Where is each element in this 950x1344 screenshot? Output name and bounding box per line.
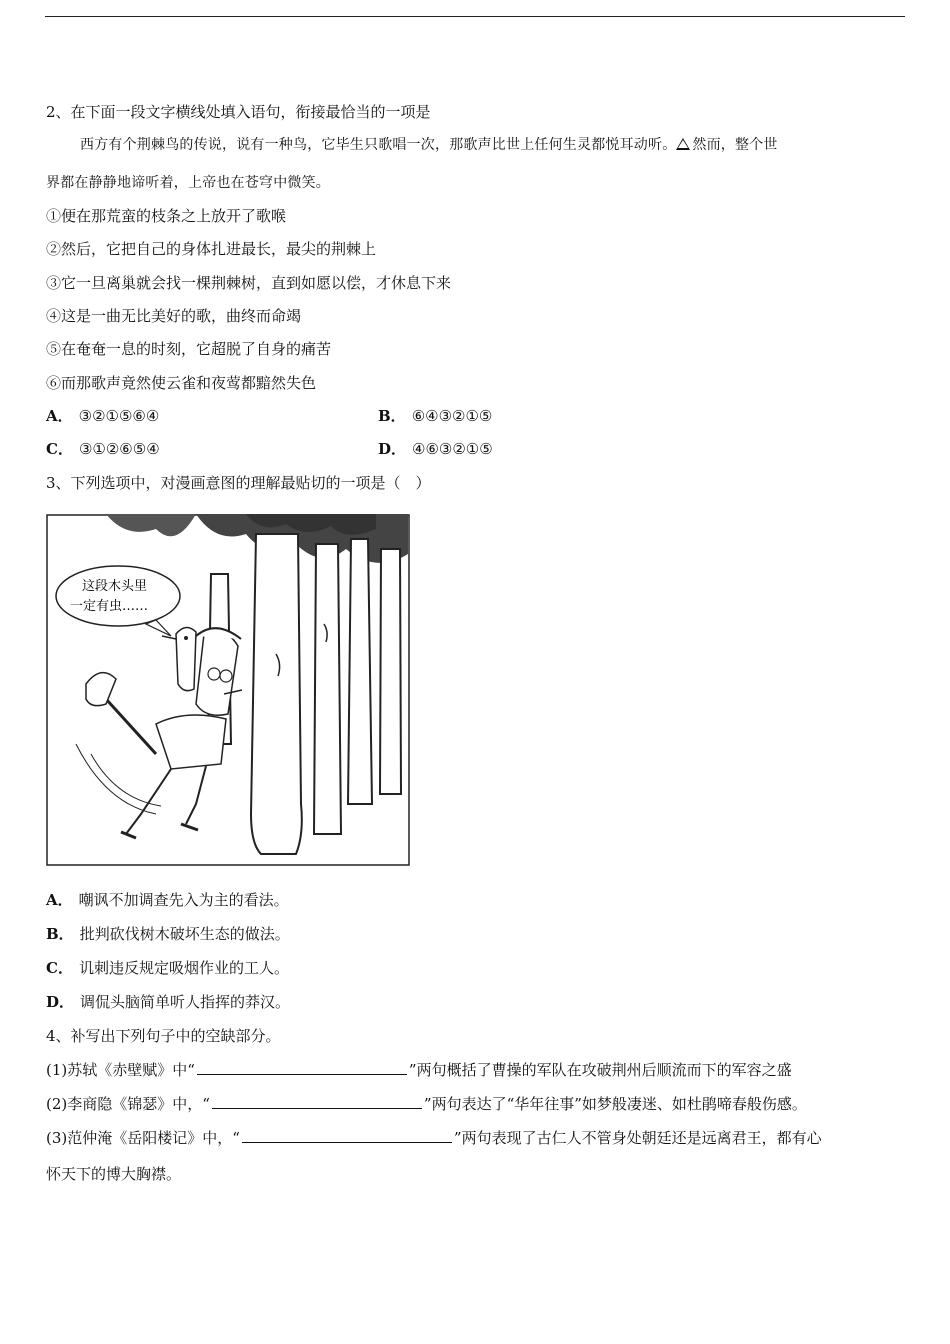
fill-blank[interactable] bbox=[197, 1059, 407, 1075]
option-text: 讥刺违反规定吸烟作业的工人。 bbox=[78, 959, 289, 977]
q4-item-suffix: ”两句概括了曹操的军队在攻破荆州后顺流而下的军容之盛 bbox=[408, 1061, 792, 1079]
q2-option-a[interactable] bbox=[46, 405, 159, 427]
option-label: C． bbox=[46, 959, 73, 977]
q3-option-b[interactable] bbox=[46, 923, 290, 945]
q3-option-c[interactable] bbox=[46, 957, 289, 979]
option-text: 批判砍伐树木破坏生态的做法。 bbox=[79, 925, 290, 943]
q4-stem: 4、补写出下列句子中的空缺部分。 bbox=[46, 1027, 281, 1045]
fill-blank[interactable] bbox=[212, 1093, 422, 1109]
option-label: B． bbox=[46, 925, 74, 943]
q4-item-3-continuation: 怀天下的博大胸襟。 bbox=[46, 1165, 182, 1183]
option-label: D． bbox=[46, 993, 75, 1011]
q2-option-b[interactable] bbox=[378, 405, 492, 427]
q4-item-suffix: ”两句表现了古仁人不管身处朝廷还是远离君王，都有心 bbox=[453, 1129, 822, 1147]
q2-sentence: ②然后，它把自己的身体扎进最长，最尖的荆棘上 bbox=[46, 240, 377, 258]
q4-item-1 bbox=[46, 1059, 792, 1081]
q4-item-prefix: (3)范仲淹《岳阳楼记》中，“ bbox=[46, 1129, 240, 1147]
fill-blank[interactable] bbox=[242, 1127, 452, 1143]
q2-sentence: ①便在那荒蛮的枝条之上放开了歌喉 bbox=[46, 207, 287, 225]
q2-passage-part-a: 西方有个荆棘鸟的传说，说有一种鸟，它毕生只歌唱一次，那歌声比世上任何生灵都悦耳动听。 bbox=[80, 137, 677, 153]
option-label: B． bbox=[378, 407, 406, 425]
option-text: 调侃头脑简单听人指挥的莽汉。 bbox=[80, 993, 291, 1011]
option-text: ③①②⑥⑤④ bbox=[78, 440, 160, 458]
triangle-blank-icon bbox=[676, 138, 690, 150]
q2-option-c[interactable] bbox=[46, 438, 160, 460]
q3-option-a[interactable] bbox=[46, 889, 289, 911]
q2-passage-line1 bbox=[80, 134, 778, 156]
q4-item-prefix: (2)李商隐《锦瑟》中，“ bbox=[46, 1095, 210, 1113]
q2-sentence: ④这是一曲无比美好的歌，曲终而命竭 bbox=[46, 307, 302, 325]
option-text: 嘲讽不加调查先入为主的看法。 bbox=[78, 891, 289, 909]
option-label: C． bbox=[46, 440, 73, 458]
q2-sentence: ⑥而那歌声竟然使云雀和夜莺都黯然失色 bbox=[46, 374, 317, 392]
woodpecker-cartoon-image bbox=[46, 514, 410, 866]
q4-item-3 bbox=[46, 1127, 822, 1149]
q2-option-d[interactable] bbox=[378, 438, 493, 460]
option-text: ③②①⑤⑥④ bbox=[78, 407, 160, 425]
speech-bubble-line1: 这段木头里 bbox=[82, 579, 148, 594]
q4-item-prefix: (1)苏轼《赤壁赋》中“ bbox=[46, 1061, 195, 1079]
option-text: ④⑥③②①⑤ bbox=[412, 440, 493, 458]
q3-stem: 3、下列选项中，对漫画意图的理解最贴切的一项是（ ） bbox=[46, 474, 431, 492]
q2-passage-part-b: 然而，整个世 bbox=[692, 137, 778, 153]
q4-item-2 bbox=[46, 1093, 807, 1115]
option-text: ⑥④③②①⑤ bbox=[411, 407, 493, 425]
q4-item-suffix: ”两句表达了“华年往事”如梦般凄迷、如杜鹃啼春般伤感。 bbox=[423, 1095, 807, 1113]
q2-sentence: ⑤在奄奄一息的时刻，它超脱了自身的痛苦 bbox=[46, 340, 332, 358]
q2-sentence: ③它一旦离巢就会找一棵荆棘树，直到如愿以偿，才休息下来 bbox=[46, 274, 452, 292]
option-label: A． bbox=[46, 891, 73, 909]
option-label: D． bbox=[378, 440, 407, 458]
header-rule bbox=[45, 16, 905, 17]
q2-stem: 2、在下面一段文字横线处填入语句，衔接最恰当的一项是 bbox=[46, 103, 431, 121]
speech-bubble-line2: 一定有虫…… bbox=[70, 599, 149, 614]
q3-option-d[interactable] bbox=[46, 991, 290, 1013]
q2-passage-line2: 界都在静静地谛听着，上帝也在苍穹中微笑。 bbox=[46, 175, 330, 191]
option-label: A． bbox=[46, 407, 73, 425]
